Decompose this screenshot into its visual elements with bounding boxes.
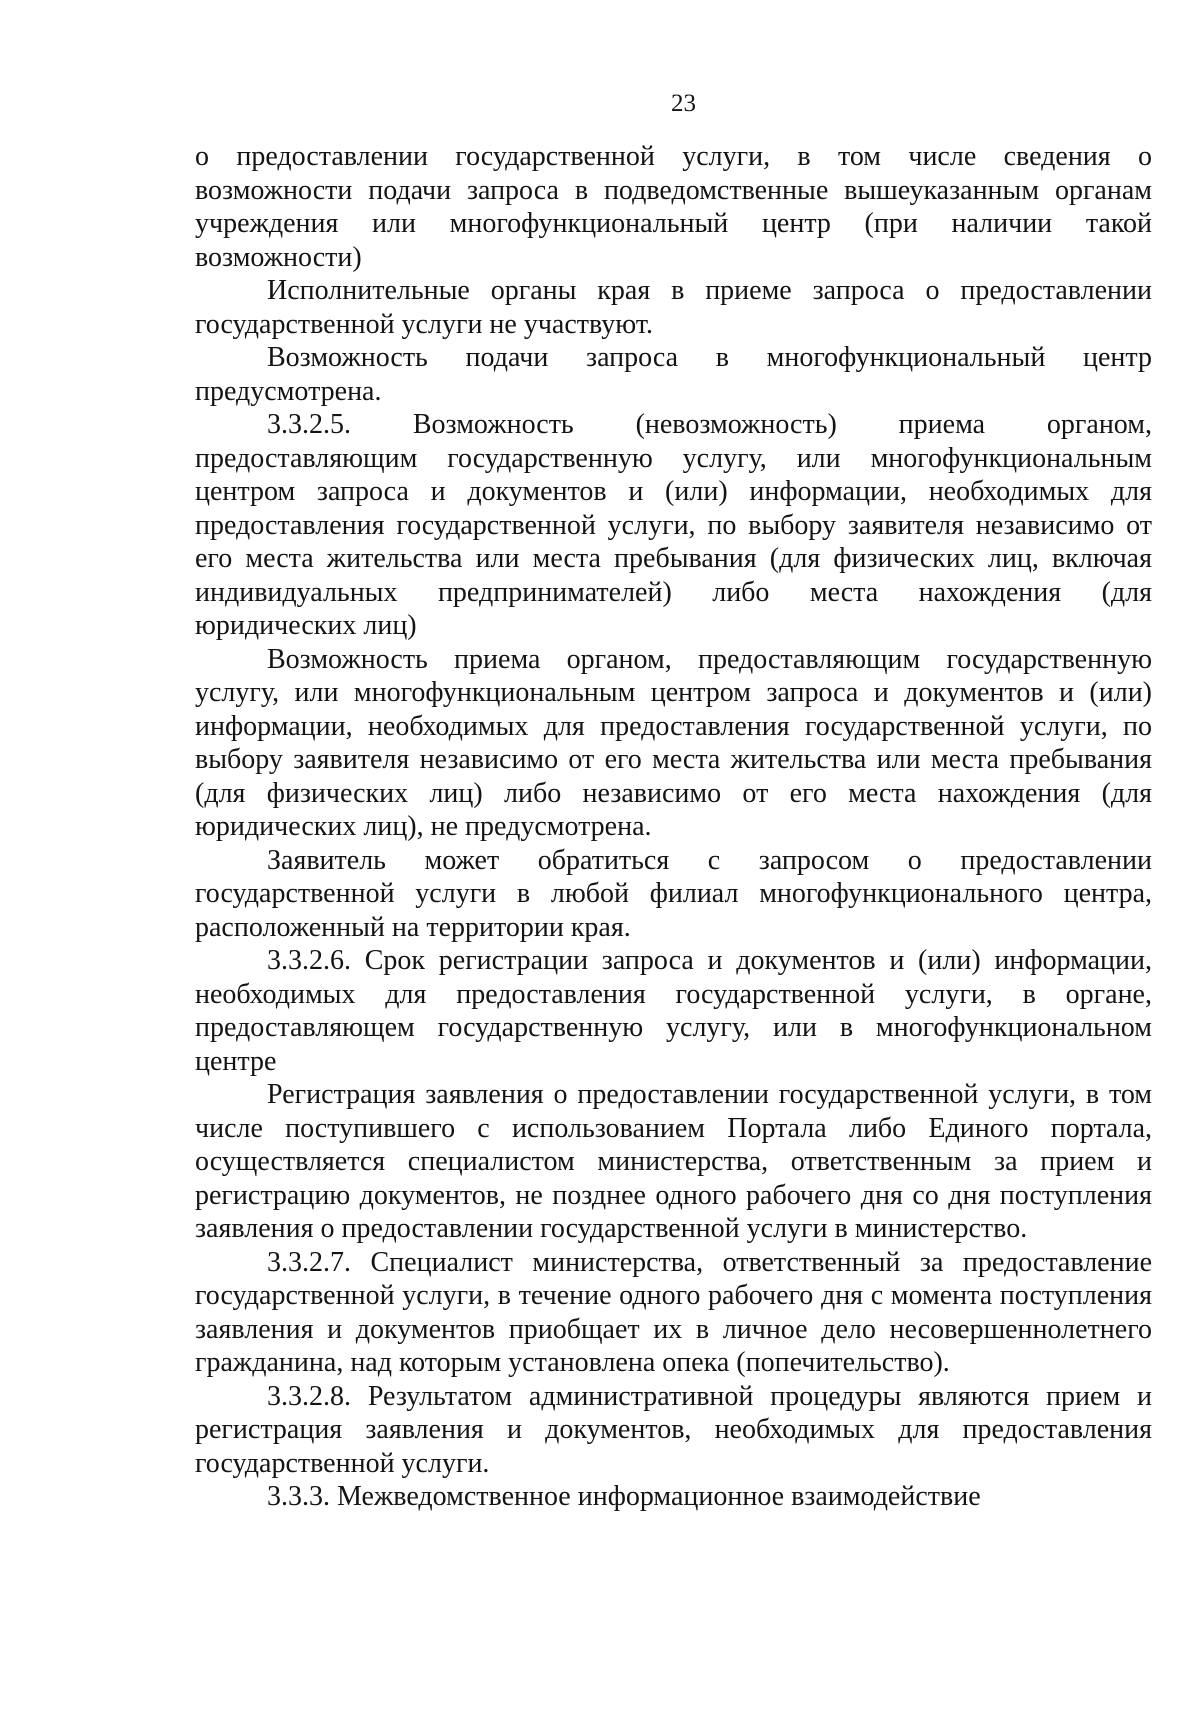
paragraph-section-3-3-2-8: 3.3.2.8. Результатом административной процедуры являются прием и регистрация заявления и документов, необходимых для предоставления государственной услуги. [195,1380,1152,1479]
paragraph-section-3-3-3-heading: 3.3.3. Межведомственное информационное взаимодействие [267,1481,981,1512]
paragraph-executive-bodies: Исполнительные органы края в приеме запроса о предоставлении государственной услуги не участвуют. [195,275,1152,340]
paragraph-service-info-continuation: о предоставлении государственной услуги, в том числе сведения о возможности подачи запроса в подведомственные вышеуказанным органам учреждения или многофункциональный центр (при наличии такой возможности) [195,141,1152,273]
paragraph-section-3-3-2-5: 3.3.2.5. Возможность (невозможность) приема органом, предоставляющим государственную услугу, или многофункциональным центром запроса и документов и (или) информации, необходимых для предоставления государственной услуги, по выбору заявителя независимо от его места жительства или места пребывания (для физических лиц, включая индивидуальных предпринимателей) либо места нахождения (для юридических лиц) [195,409,1152,641]
paragraph-registration: Регистрация заявления о предоставлении государственной услуги, в том числе поступившего с использованием Портала либо Единого портала, осуществляется специалистом министерства, ответственным за прием и регистрацию документов, не позднее одного рабочего дня со дня поступления заявления о предоставлении государственной услуги в министерство. [195,1079,1152,1244]
paragraph-applicant-branch: Заявитель может обратиться с запросом о предоставлении государственной услуги в любой филиал многофункционального центра, расположенный на территории края. [195,844,1152,943]
paragraph-extraterritorial-acceptance: Возможность приема органом, предоставляющим государственную услугу, или многофункциональным центром запроса и документов и (или) информации, необходимых для предоставления государственной услуги, по выбору заявителя независимо от его места жительства или места пребывания (для физических лиц) либо независимо от его места нахождения (для юридических лиц), не предусмотрена. [195,643,1152,842]
paragraph-section-3-3-2-7: 3.3.2.7. Специалист министерства, ответственный за предоставление государственной услуги, в течение одного рабочего дня с момента поступления заявления и документов приобщает их в личное дело несовершеннолетнего гражданина, над которым установлена опека (попечительство). [195,1246,1152,1378]
paragraph-mfc-request: Возможность подачи запроса в многофункциональный центр предусмотрена. [195,342,1152,407]
paragraph-section-3-3-2-6: 3.3.2.6. Срок регистрации запроса и документов и (или) информации, необходимых для предоставления государственной услуги, в органе, предоставляющем государственную услугу, или в многофункциональном центре [195,945,1152,1077]
page-number: 23 [671,90,696,117]
